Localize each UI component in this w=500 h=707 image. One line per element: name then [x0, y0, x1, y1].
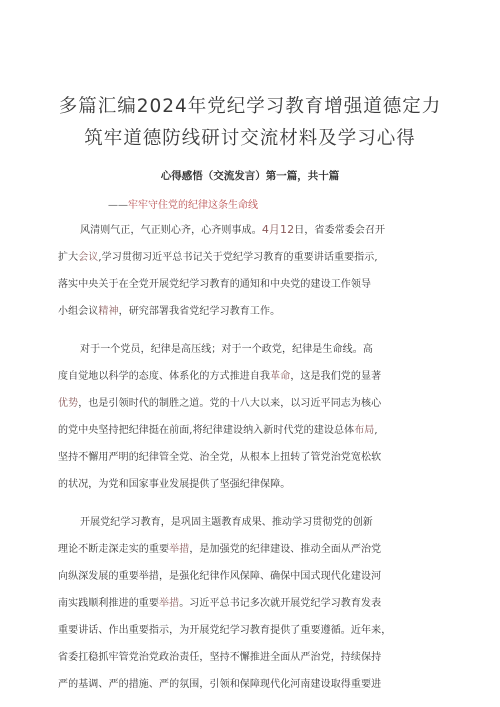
paragraph-2-line-5 [58, 448, 381, 463]
text-run-highlight: 优势 [58, 398, 79, 409]
paragraph-3-line-5 [58, 621, 391, 636]
document-title-line-2: 筑牢道德防线研讨交流材料及学习心得 [84, 128, 416, 149]
text-run: 理论不断走深走实的重要 [58, 544, 170, 555]
text-run: 重要讲话、作出重要指示，为开展党纪学习教育提供了重要遵循。近年来， [58, 625, 392, 636]
paragraph-3-line-4 [58, 594, 381, 609]
text-run: 的党中央坚持把纪律挺在前面,将纪律建设纳入新时代党的建设总体 [58, 425, 355, 436]
text-run: 日，省委常委会召开 [294, 225, 386, 236]
paragraph-2-line-6 [58, 475, 290, 490]
text-run: 向纵深发展的重要举措，是强化纪律作风保障、确保中国式现代化建设河 [58, 571, 382, 582]
text-run: 严的基调、严的措施、严的氛围，引领和保障现代化河南建设取得重要进 [58, 679, 382, 690]
text-run: ，研究部署我省党纪学习教育工作。 [118, 306, 281, 317]
text-run-highlight: 举措 [159, 598, 180, 609]
text-run: ，这是我们党的显著 [290, 371, 382, 382]
text-run: ,学习贯彻习近平总书记关于党纪学习教育的重要讲话重要指示, [98, 252, 378, 263]
text-run: 对于一个党员，纪律是高压线；对于一个政党，纪律是生命线。高 [80, 344, 373, 355]
paragraph-2-line-3 [58, 394, 381, 409]
paragraph-2-line-1 [80, 340, 373, 355]
paragraph-3-line-7 [58, 675, 381, 690]
text-run: 扩大 [58, 252, 79, 263]
text-run: 的状况，为党和国家事业发展提供了坚强纪律保障。 [58, 479, 291, 490]
paragraph-1-line-4 [58, 302, 280, 317]
text-run: ，是加强党的纪律建设、推动全面从严治党 [189, 544, 382, 555]
text-run-highlight: 革命 [270, 371, 291, 382]
text-run: 风清则气正，气正则心齐，心齐则事成。 [80, 225, 262, 236]
text-run-highlight: 会议 [78, 252, 99, 263]
text-run-highlight: 举措 [169, 544, 190, 555]
text-run-highlight: 布局 [354, 425, 375, 436]
text-run-highlight: 4月12 [261, 223, 295, 236]
text-run: 坚持不懈用严明的纪律管全党、治全党，从根本上扭转了管党治党宽松软 [58, 452, 382, 463]
subtitle-end: 线 [248, 200, 258, 211]
text-run: 南实践顺利推进的重要 [58, 598, 159, 609]
subtitle-text: 牢牢守住党的纪律这条生命 [128, 200, 248, 211]
subtitle-dash: —— [108, 200, 128, 211]
text-run: ，也是引领时代的制胜之道。党的十八大以来，以习近平同志为核心 [78, 398, 382, 409]
paragraph-1-line-1 [80, 221, 385, 237]
text-run: 省委扛稳抓牢管党治党政治责任，坚持不懈推进全面从严治党，持续保持 [58, 652, 382, 663]
section-subtitle [108, 196, 258, 211]
text-run: 落实中央关于在全党开展党纪学习教育的通知和中央党的建设工作领导 [58, 279, 372, 290]
document-title-line-1: 多篇汇编2024年党纪学习教育增强道德定力 [58, 96, 442, 117]
paragraph-3-line-6 [58, 648, 381, 663]
paragraph-3-line-2 [58, 540, 381, 555]
text-run: 开展党纪学习教育，是巩固主题教育成果、推动学习贯彻党的创新 [80, 517, 373, 528]
paragraph-3-line-1 [80, 513, 373, 528]
paragraph-1-line-2 [58, 248, 378, 263]
section-heading: 心得感悟（交流发言）第一篇，共十篇 [160, 170, 340, 182]
text-run: 。习近平总书记多次就开展党纪学习教育发表 [179, 598, 382, 609]
paragraph-2-line-2 [58, 367, 381, 382]
text-run: 小组会议 [58, 306, 99, 317]
text-run: , [374, 425, 378, 436]
paragraph-3-line-3 [58, 567, 381, 582]
text-run: 度自觉地以科学的态度、体系化的方式推进自我 [58, 371, 271, 382]
text-run-highlight: 精神 [98, 306, 119, 317]
paragraph-2-line-4 [58, 421, 378, 436]
paragraph-1-line-3 [58, 275, 371, 290]
